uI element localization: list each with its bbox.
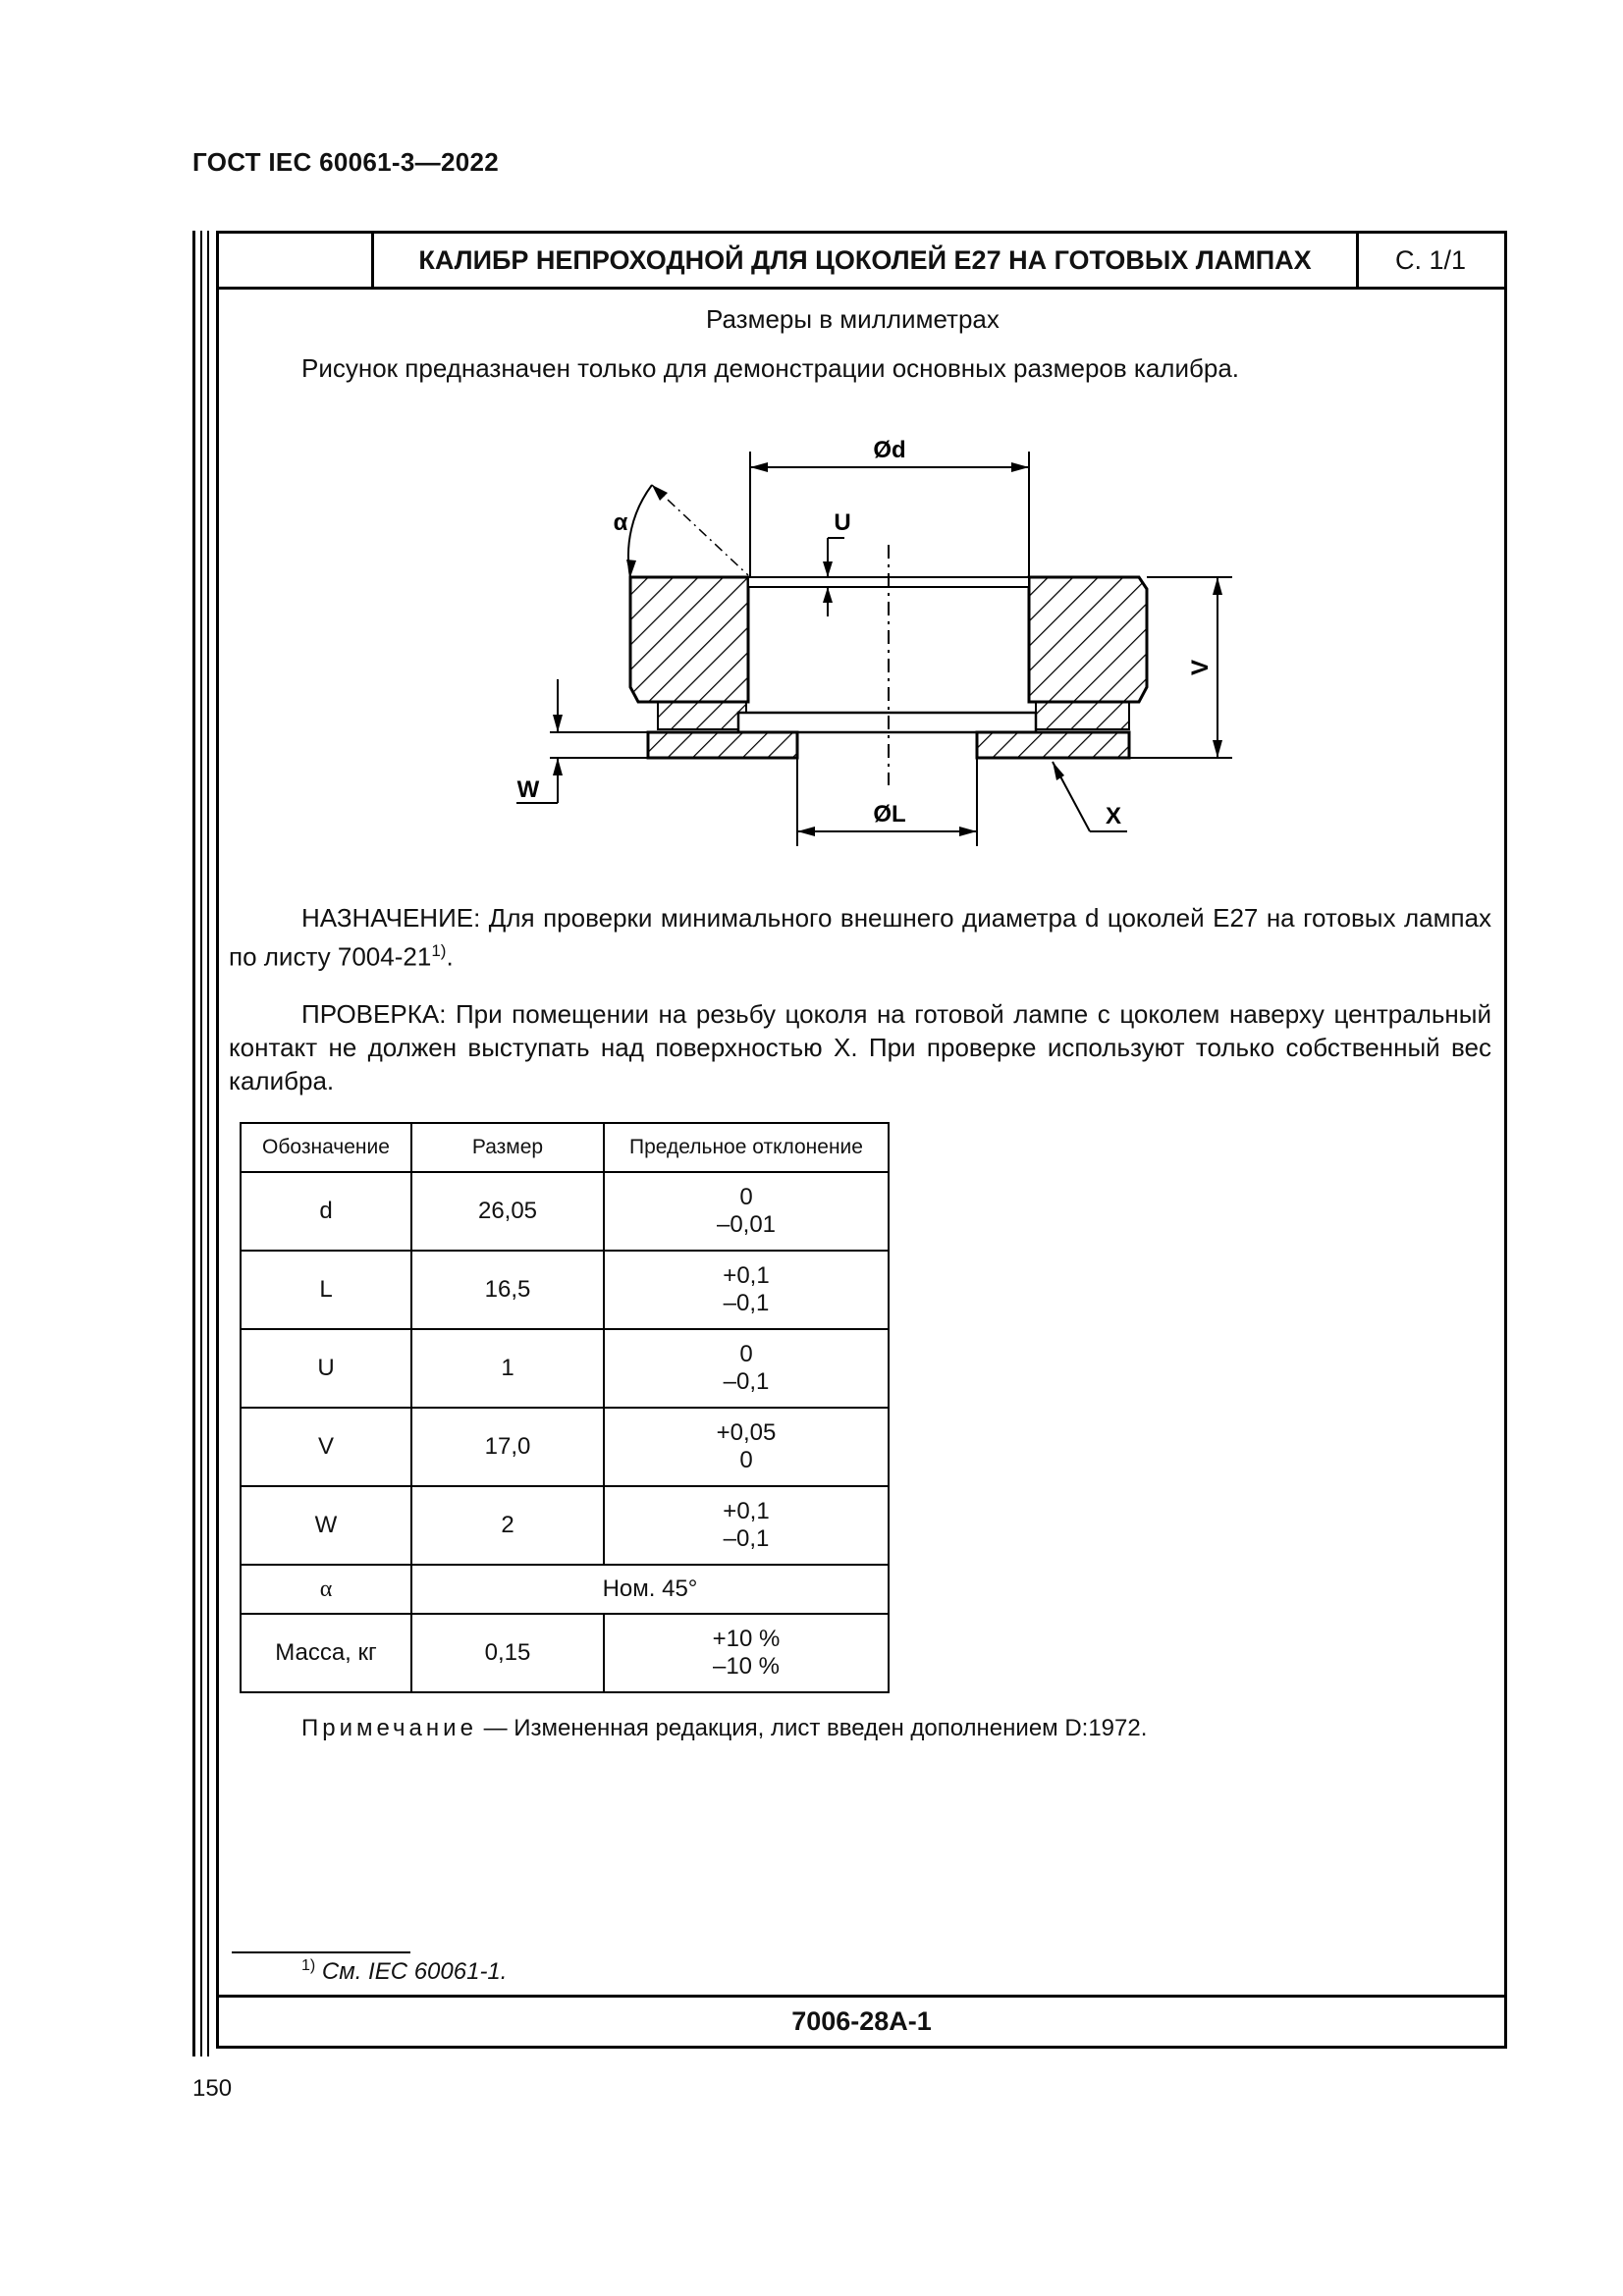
row-symbol: L: [241, 1251, 411, 1329]
title-left-cell: [219, 234, 374, 287]
note-label: Примечание: [301, 1715, 477, 1741]
row-size: 2: [411, 1486, 604, 1565]
sheet-number: С. 1/1: [1394, 245, 1467, 275]
tol-upper: +0,05: [716, 1419, 777, 1446]
note-text: — Измененная редакция, лист введен дополнением D:1972.: [476, 1715, 1148, 1741]
table-row-alpha: [241, 1565, 889, 1614]
sheet-code: 7006-28A-1: [219, 1995, 1504, 2046]
alpha-symbol: α: [241, 1565, 411, 1614]
table-row: [241, 1486, 889, 1565]
gauge-plate-right: [977, 732, 1129, 758]
row-symbol: V: [241, 1408, 411, 1486]
gauge-base-left: [658, 702, 746, 729]
row-tolerance: [604, 1486, 889, 1565]
check-paragraph: ПРОВЕРКА: При помещении на резьбу цоколя на готовой лампе с цоколем наверху центральный контакт не должен выступать над поверхностью X. При проверке используют только собственный вес калибра.: [229, 999, 1491, 1095]
note: [301, 1715, 1147, 1742]
table-header-row: [241, 1123, 889, 1172]
table-row: [241, 1251, 889, 1329]
tol-upper: +10 %: [712, 1626, 781, 1652]
label-d: Ød: [873, 437, 906, 463]
gauge-ring-right: [1029, 577, 1147, 702]
margin-line: [200, 231, 202, 2056]
tol-upper: +0,1: [723, 1498, 770, 1524]
mass-size: 0,15: [411, 1614, 604, 1692]
gauge-base-right: [1036, 702, 1129, 729]
footnote-ref: 1): [431, 941, 447, 960]
row-tolerance: [604, 1251, 889, 1329]
footnote-mark: 1): [301, 1957, 316, 1974]
table-row: [241, 1172, 889, 1251]
row-symbol: U: [241, 1329, 411, 1408]
purpose-text: НАЗНАЧЕНИЕ: Для проверки минимального внешнего диаметра d цоколей Е27 на готовых лампах по листу 7004-21: [229, 903, 1491, 972]
label-v: V: [1187, 659, 1214, 676]
margin-line: [192, 231, 195, 2056]
row-symbol: W: [241, 1486, 411, 1565]
row-tolerance: [604, 1408, 889, 1486]
row-tolerance: [604, 1172, 889, 1251]
demo-note: Рисунок предназначен только для демонстрации основных размеров калибра.: [301, 353, 1240, 383]
footnote: [301, 1957, 507, 1986]
header-size: Размер: [411, 1123, 604, 1172]
table-row: [241, 1408, 889, 1486]
tol-lower: –0,1: [723, 1525, 770, 1552]
purpose-paragraph: [229, 901, 1491, 974]
row-tolerance: [604, 1329, 889, 1408]
mass-tolerance: [604, 1614, 889, 1692]
tol-lower: –0,01: [716, 1211, 777, 1238]
row-size: 17,0: [411, 1408, 604, 1486]
sheet-title: КАЛИБР НЕПРОХОДНОЙ ДЛЯ ЦОКОЛЕЙ Е27 НА ГОТОВЫХ ЛАМПАХ: [374, 234, 1359, 287]
row-symbol: d: [241, 1172, 411, 1251]
document-code: ГОСТ IEC 60061-3—2022: [192, 147, 499, 177]
table-row-mass: [241, 1614, 889, 1692]
label-alpha: α: [613, 509, 628, 536]
alpha-value: Ном. 45°: [411, 1565, 889, 1614]
header-tolerance: Предельное отклонение: [604, 1123, 889, 1172]
contact-surface-x: [738, 713, 1036, 732]
header-symbol: Обозначение: [241, 1123, 411, 1172]
tol-lower: 0: [739, 1447, 753, 1473]
label-l: ØL: [873, 801, 906, 828]
page-number: 150: [192, 2075, 233, 2102]
tol-lower: –0,1: [723, 1290, 770, 1316]
tol-upper: 0: [739, 1184, 753, 1210]
title-row: [219, 234, 1504, 290]
row-size: 1: [411, 1329, 604, 1408]
margin-line: [207, 231, 209, 2056]
dimensions-table: [240, 1122, 890, 1693]
tol-lower: –10 %: [712, 1653, 781, 1680]
table-row: [241, 1329, 889, 1408]
label-x: X: [1105, 803, 1122, 829]
tol-upper: 0: [739, 1341, 753, 1367]
label-u: U: [834, 509, 851, 536]
gauge-drawing: [511, 422, 1257, 854]
gauge-plate-left: [648, 732, 797, 758]
row-size: 26,05: [411, 1172, 604, 1251]
purpose-tail: .: [446, 941, 454, 972]
label-w: W: [516, 776, 540, 803]
gauge-ring-left: [630, 577, 748, 702]
footnote-rule: [232, 1951, 410, 1953]
mass-symbol: Масса, кг: [241, 1614, 411, 1692]
units-note: Размеры в миллиметрах: [706, 304, 1000, 334]
row-size: 16,5: [411, 1251, 604, 1329]
tol-lower: –0,1: [723, 1368, 770, 1395]
footnote-text: См. IEC 60061-1.: [315, 1958, 508, 1985]
tol-upper: +0,1: [723, 1262, 770, 1289]
